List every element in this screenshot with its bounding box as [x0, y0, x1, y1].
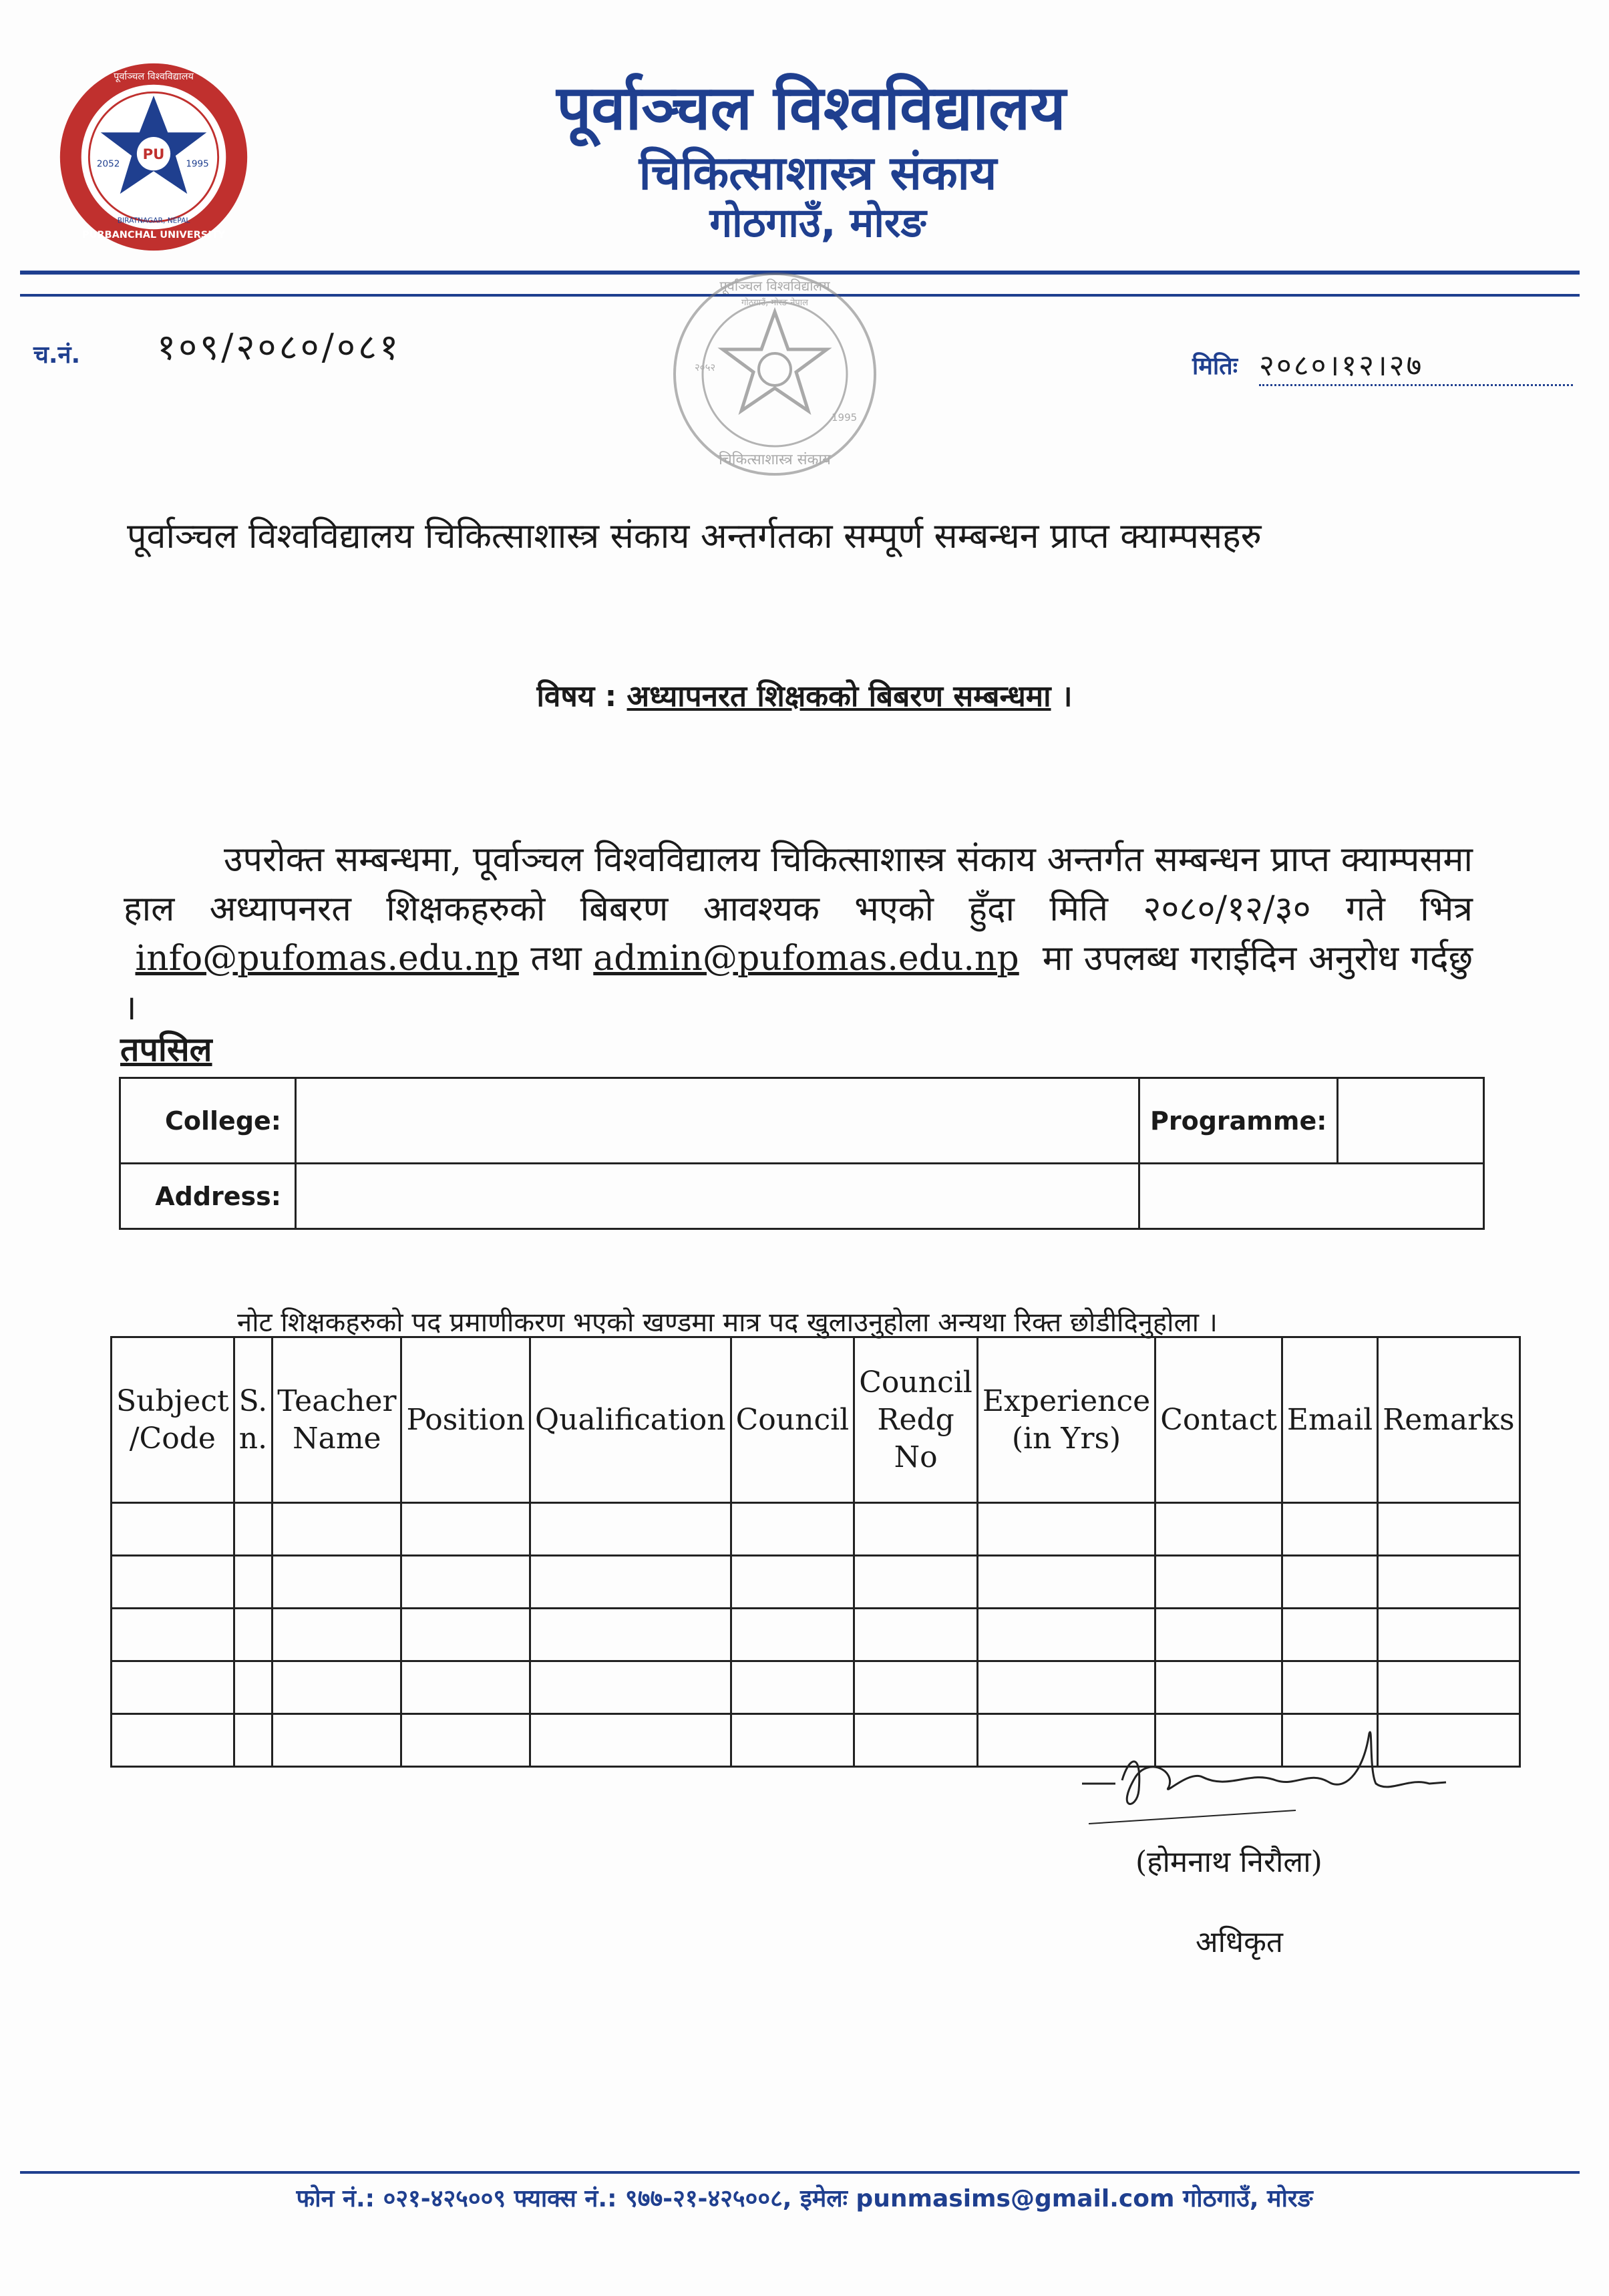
table-cell[interactable]: [731, 1556, 854, 1609]
body-part2: मा उपलब्ध गराईदिन अनुरोध गर्दछु ।: [124, 939, 1473, 1028]
subject-text: अध्यापनरत शिक्षकको बिबरण सम्बन्धमा: [627, 679, 1051, 713]
table-body: [112, 1503, 1520, 1767]
table-cell[interactable]: [1282, 1503, 1377, 1556]
reference-number: १०९/२०८०/०८१: [157, 326, 401, 368]
table-cell[interactable]: [530, 1556, 731, 1609]
table-row: [112, 1609, 1520, 1661]
stamp-year-right: 1995: [832, 412, 858, 424]
table-cell[interactable]: [234, 1503, 273, 1556]
note-text: नोट शिक्षकहरुको पद प्रमाणीकरण भएको खण्डमा मात्र पद खुलाउनुहोला अन्यथा रिक्त छोडीदिनुहोला ।: [237, 1307, 1218, 1338]
table-header-row: [112, 1337, 1520, 1503]
seal-year-right: 1995: [186, 158, 209, 170]
table-cell[interactable]: [530, 1714, 731, 1767]
table-cell[interactable]: [530, 1503, 731, 1556]
address-field[interactable]: [296, 1164, 1139, 1229]
address-label: Address:: [120, 1164, 296, 1229]
table-cell[interactable]: [273, 1556, 401, 1609]
faculty-name: चिकित्साशास्त्र संकाय: [639, 146, 997, 200]
subject-line: [0, 675, 1609, 715]
programme-label: Programme:: [1139, 1078, 1338, 1164]
table-cell[interactable]: [1282, 1661, 1377, 1714]
college-field[interactable]: [296, 1078, 1139, 1164]
table-cell[interactable]: [112, 1661, 234, 1714]
date-value: २०८०।१२।२७: [1259, 344, 1573, 386]
table-cell[interactable]: [731, 1503, 854, 1556]
table-cell[interactable]: [977, 1556, 1155, 1609]
teacher-details-table: [110, 1336, 1521, 1768]
stamp-sub-text: गोठगाउँ, मोरङ नेपाल: [741, 298, 808, 308]
signatory-designation: अधिकृत: [1196, 1925, 1283, 1959]
recipient-line: पूर्वाञ्चल विश्वविद्यालय चिकित्साशास्त्र संकाय अन्तर्गतका सम्पूर्ण सम्बन्धन प्राप्त क्याम्पसहरु: [127, 516, 1262, 556]
programme-field[interactable]: [1338, 1078, 1484, 1164]
seal-bottom-text: PURBANCHAL UNIVERSITY: [81, 229, 226, 240]
table-row: [112, 1503, 1520, 1556]
table-cell[interactable]: [273, 1714, 401, 1767]
email-link-admin[interactable]: admin@pufomas.edu.np: [593, 939, 1019, 979]
table-cell[interactable]: [273, 1661, 401, 1714]
seal-monogram: PU: [142, 146, 165, 163]
table-cell[interactable]: [977, 1503, 1155, 1556]
subject-end: ।: [1051, 679, 1073, 713]
col-email: Email: [1282, 1337, 1377, 1503]
table-row: [112, 1556, 1520, 1609]
date-label: मितिः: [1192, 353, 1238, 380]
table-cell[interactable]: [1155, 1503, 1282, 1556]
table-cell[interactable]: [977, 1661, 1155, 1714]
table-cell[interactable]: [1155, 1661, 1282, 1714]
table-cell[interactable]: [1155, 1556, 1282, 1609]
table-cell[interactable]: [530, 1661, 731, 1714]
table-cell[interactable]: [854, 1714, 978, 1767]
table-cell[interactable]: [273, 1503, 401, 1556]
address-extra-field[interactable]: [1139, 1164, 1484, 1229]
table-cell[interactable]: [401, 1714, 530, 1767]
stamp-year-left: २०५२: [695, 361, 716, 373]
col-subject-code: Subject /Code: [112, 1337, 234, 1503]
table-cell[interactable]: [401, 1556, 530, 1609]
seal-top-text: पूर्वाञ्चल विश्वविद्यालय: [114, 71, 194, 82]
footer-rule: [20, 2171, 1580, 2174]
footer-contact: फोन नं.: ०२१-४२५००९ फ्याक्स नं.: ९७७-२१-४२५००८, इमेलः punmasims@gmail.com गोठगाउँ, मोरङ: [296, 2185, 1313, 2212]
tapsil-heading: तपसिल: [120, 1030, 212, 1069]
table-cell[interactable]: [273, 1609, 401, 1661]
table-cell[interactable]: [854, 1503, 978, 1556]
table-cell[interactable]: [112, 1714, 234, 1767]
college-info-table: [119, 1077, 1485, 1230]
table-cell[interactable]: [1378, 1609, 1519, 1661]
table-cell[interactable]: [234, 1556, 273, 1609]
table-cell[interactable]: [1378, 1503, 1519, 1556]
seal-year-left: 2052: [96, 158, 120, 170]
table-cell[interactable]: [1155, 1609, 1282, 1661]
col-serial-number: S. n.: [234, 1337, 273, 1503]
table-cell[interactable]: [854, 1661, 978, 1714]
table-cell[interactable]: [234, 1714, 273, 1767]
table-cell[interactable]: [1378, 1661, 1519, 1714]
table-cell[interactable]: [1282, 1609, 1377, 1661]
col-council: Council: [731, 1337, 854, 1503]
table-cell[interactable]: [234, 1661, 273, 1714]
table-cell[interactable]: [401, 1503, 530, 1556]
college-label: College:: [120, 1078, 296, 1164]
col-experience: Experience (in Yrs): [977, 1337, 1155, 1503]
signatory-name: (होमनाथ निरौला): [1135, 1845, 1322, 1879]
stamp-bottom-text: चिकित्साशास्त्र संकाय: [719, 452, 831, 468]
col-remarks: Remarks: [1378, 1337, 1519, 1503]
col-teacher-name: Teacher Name: [273, 1337, 401, 1503]
faculty-stamp: [668, 264, 882, 484]
table-cell[interactable]: [401, 1609, 530, 1661]
body-part1: उपरोक्त सम्बन्धमा, पूर्वाञ्चल विश्वविद्यालय चिकित्साशास्त्र संकाय अन्तर्गत सम्बन्धन प्राप्त क्याम्पसमा हाल अध्यापनरत शिक्षकहरुको बिबरण आवश्यक भएको हुँदा मिति २०८०/१२/३० गते भित्र: [124, 840, 1473, 929]
location: गोठगाउँ, मोरङ: [709, 200, 926, 247]
table-cell[interactable]: [401, 1661, 530, 1714]
table-cell[interactable]: [731, 1609, 854, 1661]
col-qualification: Qualification: [530, 1337, 731, 1503]
col-position: Position: [401, 1337, 530, 1503]
letter-body: [124, 835, 1473, 1033]
university-name: पूर्वाञ्चल विश्वविद्यालय: [556, 72, 1066, 144]
table-cell[interactable]: [1378, 1556, 1519, 1609]
body-conjunction: तथा: [530, 939, 582, 979]
stamp-top-text: पूर्वाञ्चल विश्वविद्यालय: [719, 278, 830, 294]
table-cell[interactable]: [112, 1609, 234, 1661]
table-cell[interactable]: [234, 1609, 273, 1661]
table-cell[interactable]: [731, 1661, 854, 1714]
col-contact: Contact: [1155, 1337, 1282, 1503]
table-cell[interactable]: [854, 1556, 978, 1609]
subject-label: विषय :: [536, 679, 617, 713]
table-cell[interactable]: [854, 1609, 978, 1661]
reference-label: च.नं.: [33, 341, 81, 369]
col-council-redg-no: Council Redg No: [854, 1337, 978, 1503]
handwritten-signature: [1075, 1730, 1449, 1830]
table-row: [112, 1661, 1520, 1714]
table-cell[interactable]: [731, 1714, 854, 1767]
table-cell[interactable]: [112, 1556, 234, 1609]
table-cell[interactable]: [977, 1609, 1155, 1661]
table-cell[interactable]: [1282, 1556, 1377, 1609]
table-cell[interactable]: [530, 1609, 731, 1661]
seal-sub-text: BIRATNAGAR, NEPAL: [117, 216, 190, 225]
table-cell[interactable]: [112, 1503, 234, 1556]
email-link-info[interactable]: info@pufomas.edu.np: [135, 939, 519, 979]
